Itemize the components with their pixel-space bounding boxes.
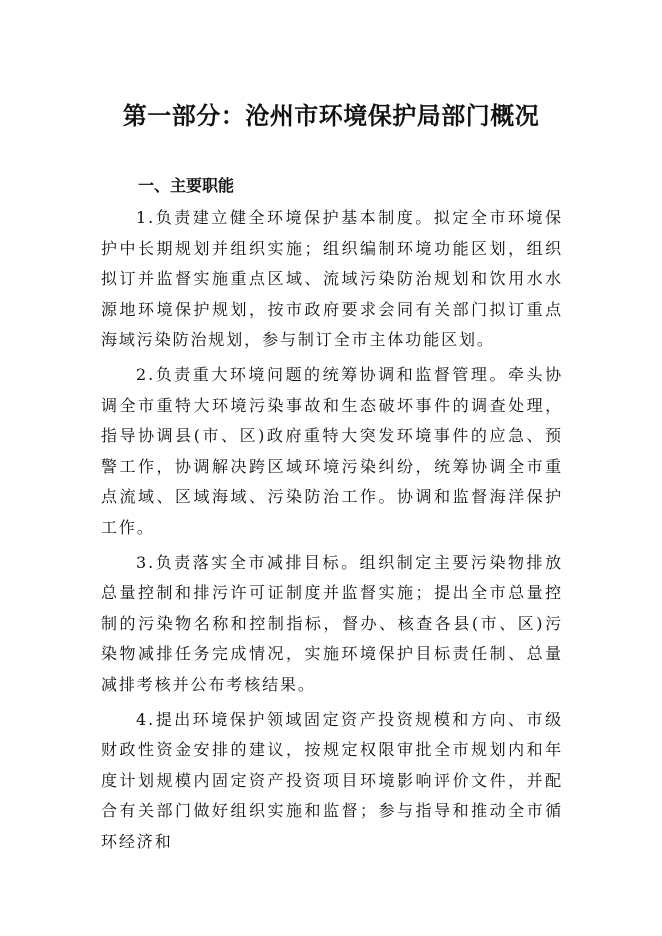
section-heading: 一、主要职能 (138, 176, 235, 195)
paragraph-4: 4.提出环境保护领域固定资产投资规模和方向、市级财政性资金安排的建议，按规定权限审批全市规划内和年度计划规模内固定资产投资项目环境影响评价文件，并配合有关部门做好组织实施和监督；参与指导和推动全市循环经济和 (101, 709, 563, 851)
document-body (101, 203, 563, 857)
paragraph-3: 3.负责落实全市减排目标。组织制定主要污染物排放总量控制和排污许可证制度并监督实施；提出全市总量控制的污染物名称和控制指标，督办、核查各县(市、区)污染物减排任务完成情况，实施环境保护目标责任制、总量减排考核并公布考核结果。 (101, 552, 563, 694)
paragraph-1: 1.负责建立健全环境保护基本制度。拟定全市环境保护中长期规划并组织实施；组织编制环境功能区划，组织拟订并监督实施重点区域、流域污染防治规划和饮用水水源地环境保护规划，按市政府要求会同有关部门拟订重点海域污染防治规划，参与制订全市主体功能区划。 (101, 208, 563, 350)
paragraph-2: 2.负责重大环境问题的统筹协调和监督管理。牵头协调全市重特大环境污染事故和生态破坏事件的调查处理，指导协调县(市、区)政府重特大突发环境事件的应急、预警工作，协调解决跨区域环境污染纠纷，统筹协调全市重点流域、区域海域、污染防治工作。协调和监督海洋保护工作。 (101, 364, 563, 537)
page-title: 第一部分：沧州市环境保护局部门概况 (122, 101, 540, 130)
